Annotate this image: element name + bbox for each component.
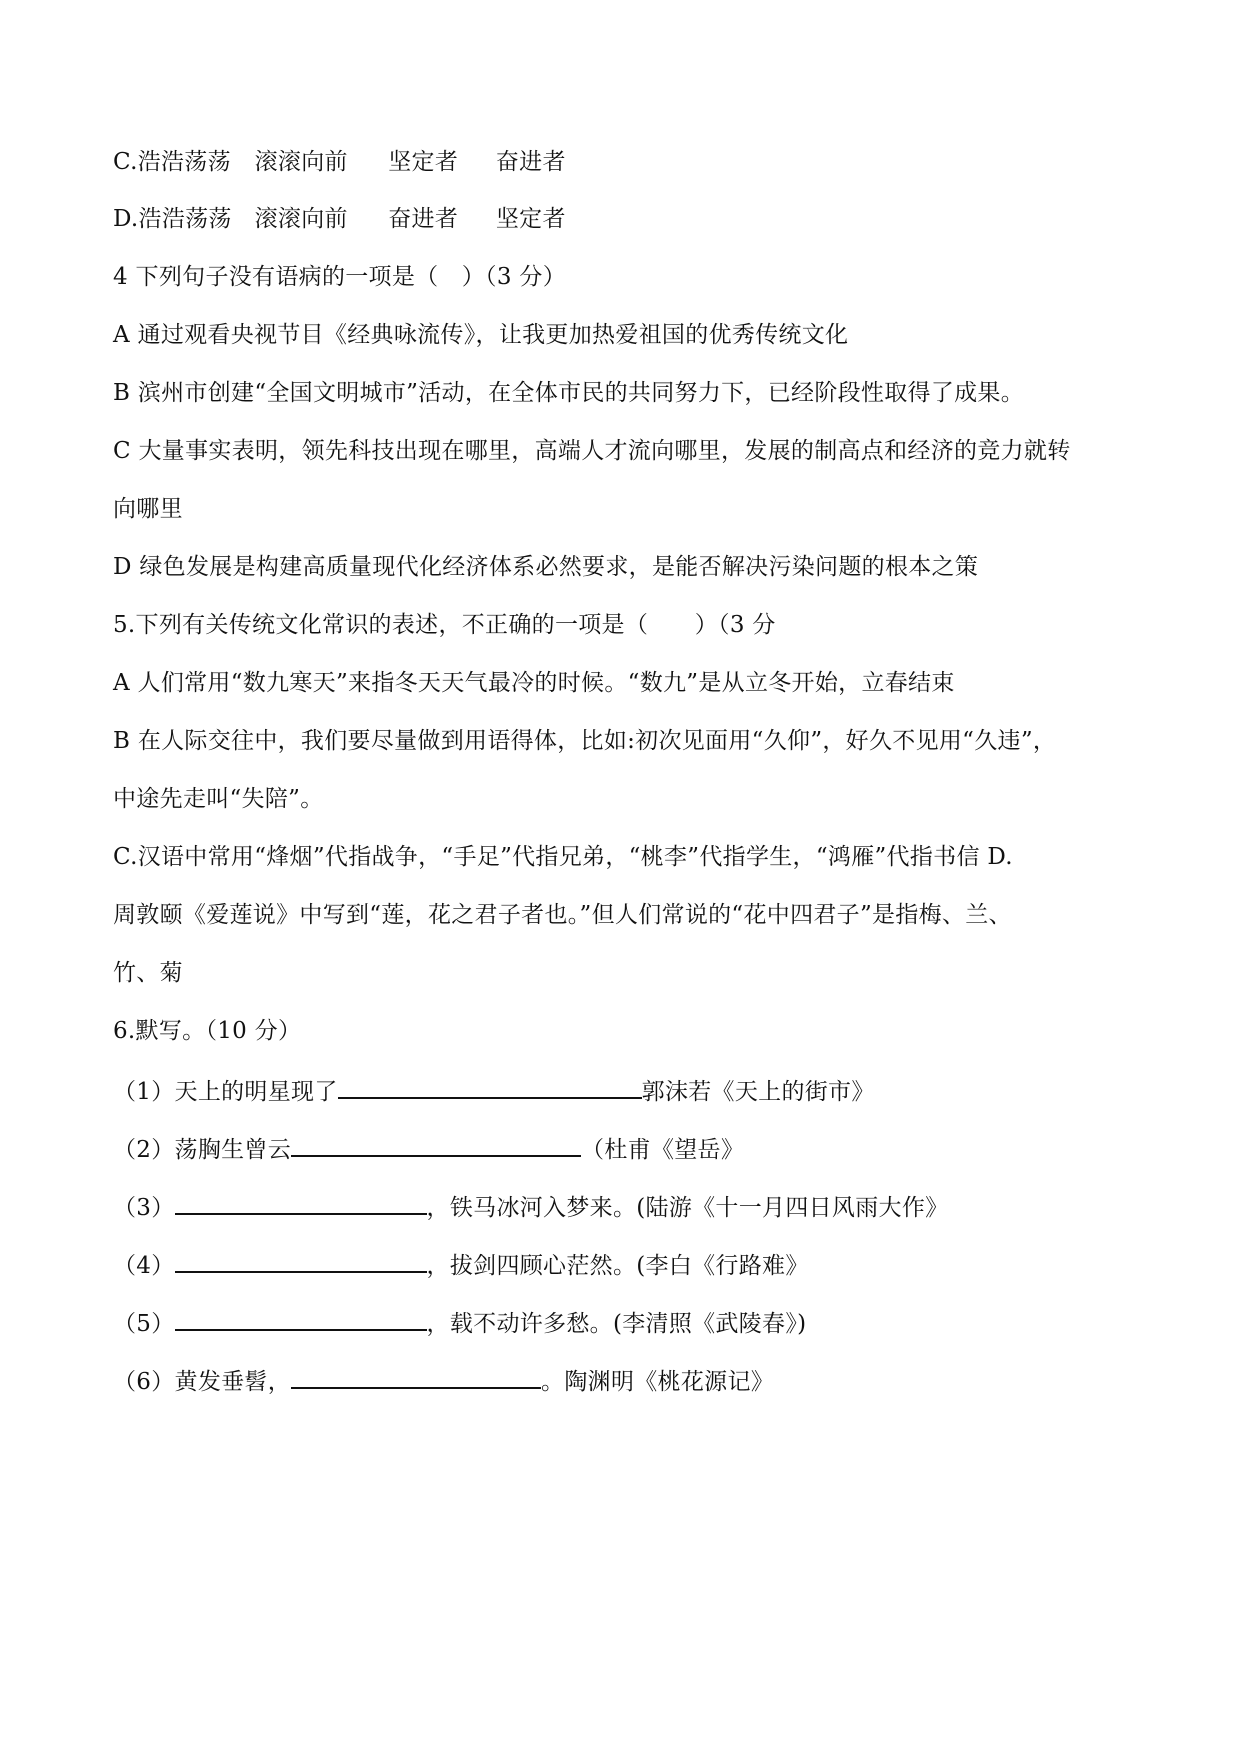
q6-item-4-suffix: ，拔剑四顾心茫然。(李白《行路难》	[426, 1253, 809, 1279]
q6-item-2	[113, 1133, 744, 1165]
q6-item-6-suffix: 。陶渊明《桃花源记》	[541, 1369, 775, 1395]
q3-option-c-term2: 滚滚向前	[254, 149, 348, 175]
q6-item-3-prefix: （3）	[113, 1195, 175, 1221]
q6-item-6-blank[interactable]	[291, 1365, 541, 1389]
q3-option-d-term4: 坚定者	[495, 206, 566, 232]
q6-item-3-suffix: ，铁马冰河入梦来。(陆游《十一月四日风雨大作》	[426, 1195, 949, 1221]
q6-item-5-suffix: ，载不动许多愁。(李清照《武陵春》)	[426, 1311, 807, 1337]
q6-item-2-suffix: （杜甫《望岳》	[581, 1137, 745, 1163]
q3-option-c-term4: 奋进者	[495, 149, 566, 175]
q4-option-b: B 滨州市创建“全国文明城市”活动，在全体市民的共同努力下，已经阶段性取得了成果。	[113, 380, 1025, 406]
q4-option-c-line1: C 大量事实表明，领先科技出现在哪里，高端人才流向哪里，发展的制高点和经济的竞力就转	[113, 438, 1071, 464]
q6-item-1-blank[interactable]	[338, 1075, 642, 1099]
q5-option-b-line2: 中途先走叫“失陪”。	[113, 786, 324, 812]
q4-option-c-line2: 向哪里	[113, 496, 183, 522]
q6-item-1	[113, 1075, 875, 1107]
q6-item-1-suffix: 郭沫若《天上的街市》	[641, 1079, 875, 1105]
q3-option-d-term1: D.浩浩荡荡	[113, 206, 232, 232]
q5-option-d-line1: 周敦颐《爱莲说》中写到“莲，花之君子者也。”但人们常说的“花中四君子”是指梅、兰、	[113, 902, 1012, 928]
q6-item-4-prefix: （4）	[113, 1253, 175, 1279]
q4-option-d: D 绿色发展是构建高质量现代化经济体系必然要求，是能否解决污染问题的根本之策	[113, 554, 979, 580]
q6-item-1-prefix: （1）天上的明星现了	[113, 1079, 338, 1105]
q6-stem: 6.默写。（10 分）	[113, 1018, 302, 1044]
q5-option-c: C.汉语中常用“烽烟”代指战争，“手足”代指兄弟，“桃李”代指学生，“鸿雁”代指书信 D.	[113, 844, 1013, 870]
q3-option-c-term3: 坚定者	[388, 149, 459, 175]
q4-option-a: A 通过观看央视节目《经典咏流传》，让我更加热爱祖国的优秀传统文化	[113, 322, 849, 348]
q6-item-4	[113, 1249, 809, 1281]
q5-option-b-line1: B 在人际交往中，我们要尽量做到用语得体，比如:初次见面用“久仰”，好久不见用“久违”，	[113, 728, 1057, 754]
q6-item-2-blank[interactable]	[291, 1133, 581, 1157]
q6-item-5-prefix: （5）	[113, 1311, 175, 1337]
q3-option-d-term2: 滚滚向前	[254, 206, 348, 232]
q6-item-6	[113, 1365, 774, 1397]
q6-item-3	[113, 1191, 948, 1223]
q6-item-2-prefix: （2）荡胸生曾云	[113, 1137, 292, 1163]
q3-option-d-term3: 奋进者	[388, 206, 459, 232]
q3-option-c	[113, 147, 566, 177]
q5-option-a: A 人们常用“数九寒天”来指冬天天气最冷的时候。“数九”是从立冬开始，立春结束	[113, 670, 955, 696]
q5-stem: 5.下列有关传统文化常识的表述，不正确的一项是（ ）（3 分	[113, 612, 776, 638]
q6-item-4-blank[interactable]	[175, 1249, 427, 1273]
q4-stem: 4 下列句子没有语病的一项是（ ）（3 分）	[113, 264, 566, 290]
q6-item-5-blank[interactable]	[175, 1307, 427, 1331]
q5-option-d-line2: 竹、菊	[113, 960, 183, 986]
q6-item-5	[113, 1307, 806, 1339]
q6-item-3-blank[interactable]	[175, 1191, 427, 1215]
q6-item-6-prefix: （6）黄发垂髫，	[113, 1369, 292, 1395]
q3-option-c-term1: C.浩浩荡荡	[113, 149, 231, 175]
q3-option-d	[113, 204, 566, 234]
